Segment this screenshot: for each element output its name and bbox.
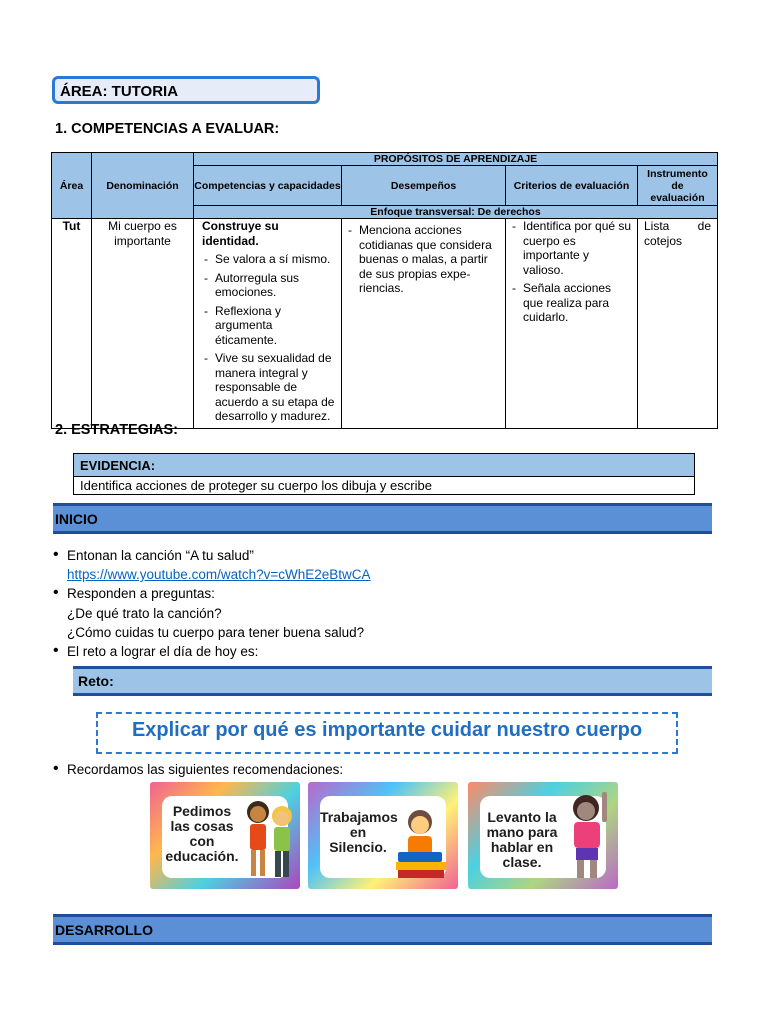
card-text: Pedimos las cosas con educación.	[165, 803, 239, 864]
header-area: Área	[52, 153, 92, 219]
list-item: • Entonan la canción “A tu salud”	[53, 546, 703, 565]
header-desempenos: Desempeños	[342, 166, 506, 206]
section-estrategias-title: 2. ESTRATEGIAS:	[55, 422, 178, 438]
child-raising-hand-icon	[562, 788, 614, 884]
competencies-table	[51, 152, 718, 429]
list-item: • Responden a preguntas:	[53, 584, 703, 603]
recommendation-card-1	[150, 782, 300, 889]
header-denominacion: Denominación	[92, 153, 194, 219]
cell-denominacion: Mi cuerpo es importante	[92, 219, 194, 429]
desempenos-list	[346, 223, 501, 296]
reto-label: Reto:	[78, 673, 114, 689]
desarrollo-section-bar	[53, 914, 712, 945]
card-text: Trabajamos en Silencio.	[320, 809, 398, 855]
enfoque-transversal: Enfoque transversal: De derechos	[194, 206, 718, 219]
list-item: - Señala acciones que realiza para cuidarlo.	[510, 281, 633, 325]
card-text: Levanto la mano para hablar en clase.	[486, 809, 558, 870]
evidence-table	[73, 453, 695, 495]
list-item: • Recordamos las siguientes recomendaciones:	[53, 760, 703, 779]
list-item: - Autorregula sus emociones.	[202, 271, 337, 300]
question-item: ¿Cómo cuidas tu cuerpo para tener buena salud?	[67, 624, 365, 640]
desarrollo-title: DESARROLLO	[55, 922, 153, 938]
reto-bar	[73, 666, 712, 696]
video-link-item	[53, 565, 703, 584]
header-propositos: PROPÓSITOS DE APRENDIZAJE	[194, 153, 718, 166]
children-illustration-icon	[242, 796, 298, 888]
evidence-text: Identifica acciones de proteger su cuerpo los dibuja y escribe	[74, 477, 695, 495]
inicio-list	[53, 546, 703, 661]
recommendation-card-2	[308, 782, 458, 889]
evidence-label: EVIDENCIA:	[74, 454, 695, 477]
child-reading-icon	[392, 804, 450, 884]
inicio-title: INICIO	[55, 511, 98, 527]
cell-competencias	[194, 219, 342, 429]
section-competencias-title: 1. COMPETENCIAS A EVALUAR:	[55, 121, 280, 137]
criterios-list	[510, 219, 633, 325]
area-label: ÁREA: TUTORIA	[60, 83, 179, 100]
cell-instrumento: Lista de cotejos	[638, 219, 718, 429]
competencia-title: Construye su identidad.	[202, 219, 279, 248]
inicio-section-bar	[53, 503, 712, 534]
list-item: - Vive su sexualidad de manera integral y responsable de acuerdo a su etapa de desarrollo y madurez.	[202, 351, 337, 424]
challenge-text: Explicar por qué es importante cuidar nuestro cuerpo	[131, 719, 643, 741]
cell-desempenos	[342, 219, 506, 429]
capacidades-list	[202, 252, 337, 424]
cell-area: Tut	[52, 219, 92, 429]
recommendation-card-3	[468, 782, 618, 889]
challenge-box	[96, 712, 678, 754]
youtube-link[interactable]: https://www.youtube.com/watch?v=cWhE2eBtwCA	[67, 567, 371, 583]
list-item: - Identifica por qué su cuerpo es importante y valioso.	[510, 219, 633, 277]
list-item: - Se valora a sí mismo.	[202, 252, 337, 267]
cell-criterios	[506, 219, 638, 429]
header-criterios: Criterios de evaluación	[506, 166, 638, 206]
list-item: • El reto a lograr el día de hoy es:	[53, 642, 703, 661]
header-competencias: Competencias y capacidades	[194, 166, 342, 206]
list-item: - Reflexiona y argumenta éticamente.	[202, 304, 337, 348]
area-title-box	[52, 76, 320, 104]
question-item: ¿De qué trato la canción?	[67, 605, 222, 621]
list-item: - Menciona acciones cotidianas que considera buenas o malas, a partir de sus propias expe-riencias.	[346, 223, 501, 296]
header-instrumento: Instrumento de evaluación	[638, 166, 718, 206]
recomendaciones-list	[53, 760, 703, 779]
